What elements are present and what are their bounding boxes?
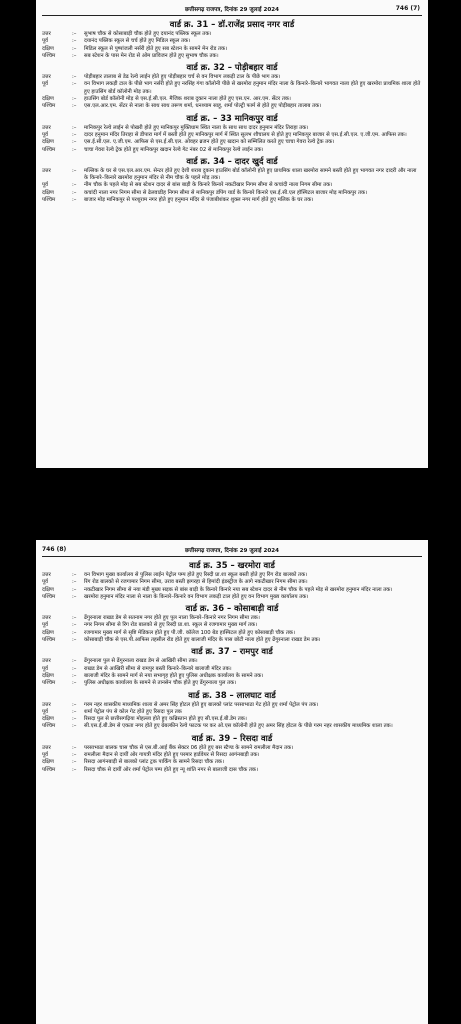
page-header <box>42 544 422 557</box>
boundary-direction: पश्चिम <box>42 680 56 687</box>
boundary-row <box>42 666 422 673</box>
boundary-direction: पूर्व <box>42 665 48 672</box>
boundary-description: मिडिल स्कूल से पुष्पांजली नर्सरी होते हुए सब स्टेशन के सामने मेन रोड तक। <box>84 45 228 52</box>
ward-section <box>42 19 422 60</box>
boundary-description: हाउसिंग बोर्ड कॉलोनी मोड़ से एस.ई.सी.एल. मैजिक शराब दुकान नाला होते हुए एस.एन. आर.एम. सेंटर तक। <box>84 96 291 103</box>
boundary-direction: दक्षिण <box>42 759 54 766</box>
boundary-direction: पूर्व <box>42 622 48 629</box>
ward-title: वार्ड क्र. 37 – रामपुर वार्ड <box>191 646 273 657</box>
boundary-direction: उत्तर <box>42 658 51 665</box>
separator: :– <box>72 81 77 88</box>
boundary-row <box>42 759 422 766</box>
boundary-description: दयानंद पब्लिक स्कूल से चर्च होते हुए मिडिल स्कूल तक। <box>84 38 191 45</box>
boundary-description: नीम चौक के पहले मोड़ से सब स्टेशन दादर से बांस बाड़ी के किनारे किनारे नकटीखार निगम सीमा से कचांदी नाला निगम सीमा तक। <box>84 182 333 189</box>
separator: :– <box>72 586 77 593</box>
boundary-description: वन विभाग लकड़ी टाल के पीछे भाग नर्सरी होते हुए नरसिंह गंगा कॉलोनी पीछे से खरमोरा हनुमान मंदिर नाला के किनारे–किनारे भागवत नाला होते हुए खरमोरा प्राथमिक शाला होते हुए हाउसिंग बोर्ड कॉलोनी मोड़ तक। <box>84 81 421 95</box>
boundary-direction: पूर्व <box>42 182 48 189</box>
boundary-description: सब स्टेशन के पास मेन रोड से ओम प्राविजन होते हुए सुभाष चौक तक। <box>84 52 219 59</box>
separator: :– <box>72 701 77 708</box>
gazette-page-7 <box>36 0 428 468</box>
ward-title: वार्ड क्र. 34 – दादर खुर्द वार्ड <box>186 155 278 166</box>
boundary-row <box>42 182 422 189</box>
boundary-description: बाजार मोड़ मानिकपुर से परशुराम नगर होते हुए हनुमान मंदिर से पंजाबीशंकर शुक्ल नगर मार्ग होते हुए मलिक के घर तक। <box>84 197 314 204</box>
boundary-direction: उत्तर <box>42 615 51 622</box>
boundary-direction: दक्षिण <box>42 189 54 196</box>
ward-section <box>42 603 422 644</box>
boundary-direction: दक्षिण <box>42 629 54 636</box>
separator: :– <box>72 96 77 103</box>
separator: :– <box>72 759 77 766</box>
ward-title: वार्ड क्र. 39 – रिसदा वार्ड <box>191 732 273 743</box>
gazette-title: छत्तीसगढ़ राजपत्र, दिनांक 29 जुलाई 2024 <box>184 7 280 13</box>
ward-title: वार्ड क्र. 35 – खरमोरा वार्ड <box>189 560 275 570</box>
ward-section <box>42 690 422 731</box>
boundary-row <box>42 745 422 752</box>
boundary-direction: पश्चिम <box>42 52 56 59</box>
separator: :– <box>72 665 77 672</box>
separator: :– <box>72 52 77 59</box>
boundary-description: वन विभाग मुख्य कार्यालय से पुलिस लाईन पेट्रोल पम्प होते हुए रिस्दी प्रा.शा स्कूल बस्ती होते हुए रिंग रोड बालको तक। <box>84 572 308 578</box>
separator: :– <box>72 672 77 679</box>
boundary-row <box>42 702 422 709</box>
boundary-row <box>42 190 422 197</box>
boundary-description: एस.ई.सी.एल. ए.जी.एम. आफिस से एस.ई.सी.एल. ओवहर ब्रजन होते हुए खदान को सम्मिलित करते हुए चाचा गेवरा रेल्वे ट्रेक तक। <box>84 139 335 146</box>
boundary-direction: उत्तर <box>42 31 51 37</box>
boundary-direction: दक्षिण <box>42 96 54 103</box>
separator: :– <box>72 167 77 174</box>
boundary-row <box>42 38 422 45</box>
boundary-description: नगर निगम सीमा से रिंग रोड बालको से हुए रिस्दी प्रा.शा. स्कूल से रजगामार मुख्य मार्ग तक। <box>84 622 258 629</box>
boundary-row <box>42 168 422 183</box>
page-number: 746 (8) <box>42 546 67 553</box>
separator: :– <box>72 74 77 81</box>
separator: :– <box>72 766 77 773</box>
boundary-row <box>42 587 422 594</box>
separator: :– <box>72 572 77 578</box>
boundary-row <box>42 125 422 132</box>
boundary-description: बालाजी मंदिर के सामने मार्ग से नया सभागृह होते हुए पुलिस अधीक्षक कार्यालय के सामने तक। <box>84 672 264 679</box>
boundary-direction: दक्षिण <box>42 586 54 593</box>
boundary-description: पोड़ीबहार तालाब से डेढ रेल्वे लाईन होते हुए पोड़ीबहार चर्च से वन विभाग लकड़ी टाल के पीछे भाग तक। <box>84 74 281 81</box>
boundary-direction: पूर्व <box>42 81 48 88</box>
ward-title: वार्ड क्र. 31 – डॉ.राजेंद्र प्रसाद नगर वार्ड <box>169 19 295 29</box>
separator: :– <box>72 723 77 730</box>
boundary-row <box>42 46 422 53</box>
separator: :– <box>72 752 77 759</box>
boundary-description: नकटीखार निगम सीमा से नया मंडी मुख्य सड़क से बांस बाड़ी के किनारे किनारे नया सब स्टेशन दादर से नीम चौक के पहले मोड़ से खरमोरा हनुमान मंदिर नाला तक। <box>84 586 393 593</box>
separator: :– <box>72 716 77 723</box>
boundary-direction: उत्तर <box>42 124 51 131</box>
boundary-description: शर्मा पेट्रोल पंप से कोल गेट होते हुए रिसदा पुल तक <box>84 708 182 715</box>
boundary-description: खरमोरा हनुमान मंदिर नाला से नाला के किनारे–किनारे वन विभाग लकड़ी टाल होते हुए वन विभाग मुख्य कार्यालय तक। <box>84 593 309 600</box>
boundary-description: सी.एस.ई.बी.डेम से एकता नगर होते हुए ग्रेबल्कीन रेल्वे फाटक पर कर ओ.एस कॉलोनी होते हुए अमर सिंह होटल के पीछे गरम नहर शासकीय माध्यमिक शाला तक। <box>84 723 393 730</box>
ward-section <box>42 646 422 687</box>
separator: :– <box>72 579 77 586</box>
boundary-row <box>42 53 422 60</box>
boundary-direction: पश्चिम <box>42 637 56 644</box>
boundary-direction: उत्तर <box>42 74 51 81</box>
separator: :– <box>72 680 77 687</box>
boundary-description: रिसदा आगंनबाड़ी से बालको प्लांट ट्रक पार्किंग के सामने रिसदा चौक तक। <box>84 759 225 766</box>
boundary-direction: पश्चिम <box>42 197 56 204</box>
separator: :– <box>72 622 77 629</box>
boundary-description: रामलीला मैदान से दायीं ओर गायत्री मंदिर होते हुए परमार हार्डवेयर से रिसदा आगंनबाड़ी तक। <box>84 752 260 759</box>
boundary-row <box>42 723 422 730</box>
ward-title: वार्ड क्र. – 33 मानिकपुर वार्ड <box>186 112 278 123</box>
separator: :– <box>72 629 77 636</box>
ward-title: वार्ड क्र. 32 – पोड़ीबहार वार्ड <box>186 62 278 73</box>
ward-section <box>42 156 422 204</box>
boundary-direction: पश्चिम <box>42 146 56 153</box>
boundary-description: कचांदी नाला नगर निगम सीमा से ढेलवाडीह निगम सीमा से मानिकपुर डंपिंग यार्ड के किनारे किनारे एस.ई.सी.एल हॉस्पिटल बाजार मोड़ मानिकपुर तक। <box>84 189 368 196</box>
boundary-direction: पूर्व <box>42 708 48 715</box>
boundary-description: गरम नहर शासकीय माध्यमिक शाला से अमर सिंह होटल होते हुए बालको प्लांट परसाभाठा गेट होते हुए शर्मा पेट्रोल पंप तक। <box>84 701 319 708</box>
boundary-row <box>42 139 422 146</box>
boundary-description: कोसाबाड़ी चौक से एस.पी.आफिस तहसील रोड होते हुए बालाजी मंदिर के पास छोटी नाला होते हुए ढेंगुरनाला राखड डेम तक। <box>84 637 321 644</box>
separator: :– <box>72 197 77 204</box>
separator: :– <box>72 637 77 644</box>
separator: :– <box>72 146 77 153</box>
boundary-row <box>42 197 422 204</box>
boundary-direction: पूर्व <box>42 38 48 45</box>
boundary-row <box>42 147 422 154</box>
boundary-direction: पूर्व <box>42 752 48 759</box>
boundary-direction: उत्तर <box>42 744 51 751</box>
ward-section <box>42 560 422 601</box>
boundary-row <box>42 81 422 96</box>
boundary-description: राखड डेम से आखिरी सीमा से रामपुर बस्ती किनारे–किनारे बालाजी मंदिर तक। <box>84 665 232 672</box>
boundary-direction: दक्षिण <box>42 139 54 146</box>
separator: :– <box>72 744 77 751</box>
boundary-row <box>42 622 422 629</box>
boundary-description: मल्लिक के घर से एस.एल.आर.एम. सेन्टर होते हुए देशी शराब दुकान हाउसिंग बोर्ड कॉलोनी होते हुए प्राथमिक शाला खरमोरा सामने बस्ती होते हुए भागवत नगर दादरी और नाला के किनारे–किनारे खरमोरा हनुमान मंदिर से नीम चौक के पहले मोड़ तक। <box>84 167 417 182</box>
boundary-direction: उत्तर <box>42 572 51 578</box>
boundary-row <box>42 680 422 687</box>
ward-section <box>42 62 422 110</box>
boundary-description: दादर हनुमान मंदिर तिराहा से डीपारा मार्ग में बस्ती होते हुए मानिकपुर मार्ग में स्थित सुलभ शौचालय से होते हुए मानिकपुर बाजार से एस.ई.सी.एल. ए.जी.एम. आफिस तक। <box>84 131 407 138</box>
separator: :– <box>72 131 77 138</box>
boundary-row <box>42 579 422 586</box>
page-number: 746 (7) <box>395 5 420 12</box>
boundary-direction: पश्चिम <box>42 723 56 730</box>
boundary-row <box>42 767 422 774</box>
boundary-description: परसाभाठा बालक चास चौक से एस.बी.आई बैंक सेक्टर 06 होते हुए बस स्टैण्ड के सामने रामलीला मैदान तक। <box>84 744 294 751</box>
boundary-description: मानिकपुर रेल्वे लाईन से पोखरी होते हुए मानिकपुर मुक्तिधाम स्थित नाला के साथ साथ दादर हनुमान मंदिर तिराहा तक। <box>84 124 309 131</box>
separator: :– <box>72 593 77 600</box>
boundary-direction: पूर्व <box>42 131 48 138</box>
boundary-direction: पश्चिम <box>42 593 56 600</box>
separator: :– <box>72 45 77 52</box>
separator: :– <box>72 103 77 110</box>
separator: :– <box>72 182 77 189</box>
ward-section <box>42 733 422 774</box>
boundary-description: ढेंगुरनाला राखड डेम से सतनाम नगर होते हुए पुल नाला किनारे–किनारे नगर निगम सीमा तक। <box>84 615 260 622</box>
boundary-row <box>42 630 422 637</box>
boundary-direction: दक्षिण <box>42 672 54 679</box>
separator: :– <box>72 189 77 196</box>
boundary-row <box>42 637 422 644</box>
page-header <box>42 3 422 16</box>
ward-title: वार्ड क्र. 36 – कोसाबाड़ी वार्ड <box>185 603 279 614</box>
boundary-description: पुलिस अधीक्षक कार्यालय के सामने से तानसेन चौक होते हुए ढेंगुरनाला पुल तक। <box>84 680 237 687</box>
boundary-row <box>42 103 422 110</box>
boundary-row <box>42 658 422 665</box>
separator: :– <box>72 124 77 131</box>
boundary-direction: पश्चिम <box>42 103 56 110</box>
boundary-direction: दक्षिण <box>42 45 54 52</box>
boundary-direction: दक्षिण <box>42 716 54 723</box>
boundary-direction: पश्चिम <box>42 766 56 773</box>
separator: :– <box>72 615 77 622</box>
separator: :– <box>72 38 77 45</box>
boundary-direction: उत्तर <box>42 701 51 708</box>
boundary-description: रजगामार मुख्य मार्ग से सृष्टि मेडिकल होते हुए पी.जी. कॉलेज 100 बेड हास्पिटल होते हुए कोसाबाड़ी चौक तक। <box>84 629 295 636</box>
boundary-description: सुभाष चौक से कोसाबाड़ी चौक होते हुए दयानंद पब्लिक स्कूल तक। <box>84 31 212 37</box>
boundary-description: एस.एल.आर.एम. सेंटर से नाला के साथ साथ तरूण शर्मा, धनश्याम साहू, शर्मा पोल्ट्री फार्म से होते हुए पोड़ीबहार तालाब तक। <box>84 103 322 110</box>
boundary-description: रिंग रोड बालको से रजगामार निगम सीमा, उराव बस्ती झगरहा से हिमांदी इंडस्ट्रीज के आगे नकटीखार निगम सीमा तक। <box>84 579 308 586</box>
boundary-direction: उत्तर <box>42 167 51 174</box>
boundary-row <box>42 594 422 601</box>
separator: :– <box>72 658 77 665</box>
boundary-direction: पूर्व <box>42 579 48 586</box>
ward-title: वार्ड क्र. 38 – लालघाट वार्ड <box>188 689 276 700</box>
gazette-title: छत्तीसगढ़ राजपत्र, दिनांक 29 जुलाई 2024 <box>184 548 280 554</box>
separator: :– <box>72 708 77 715</box>
boundary-description: ढेंगुरनाला पुल से ढेंगुरनाला राखड डेम से आखिरी सीमा तक। <box>84 658 198 665</box>
gazette-page-8 <box>36 540 428 1024</box>
separator: :– <box>72 31 77 37</box>
separator: :– <box>72 139 77 146</box>
boundary-description: रिसदा पुल से छत्तीसगढ़िया मोहल्ला होते हुए कब्रिस्तान होते हुए सी.एस.ई.बी.डेम तक। <box>84 716 247 723</box>
boundary-description: चाचा गेवरा रेल्वे ट्रेक होते हुए मानिकपुर खदान रेल्वे गेट नंबर 02 से मानिकपुर रेल्वे लाईन तक। <box>84 146 264 153</box>
ward-section <box>42 113 422 154</box>
boundary-description: रिसदा चौक से दायीं ओर शर्मा पेट्रोल पम्प होते हुए न्यू शांति नगर से बालाजी दास चौक तक। <box>84 766 258 773</box>
